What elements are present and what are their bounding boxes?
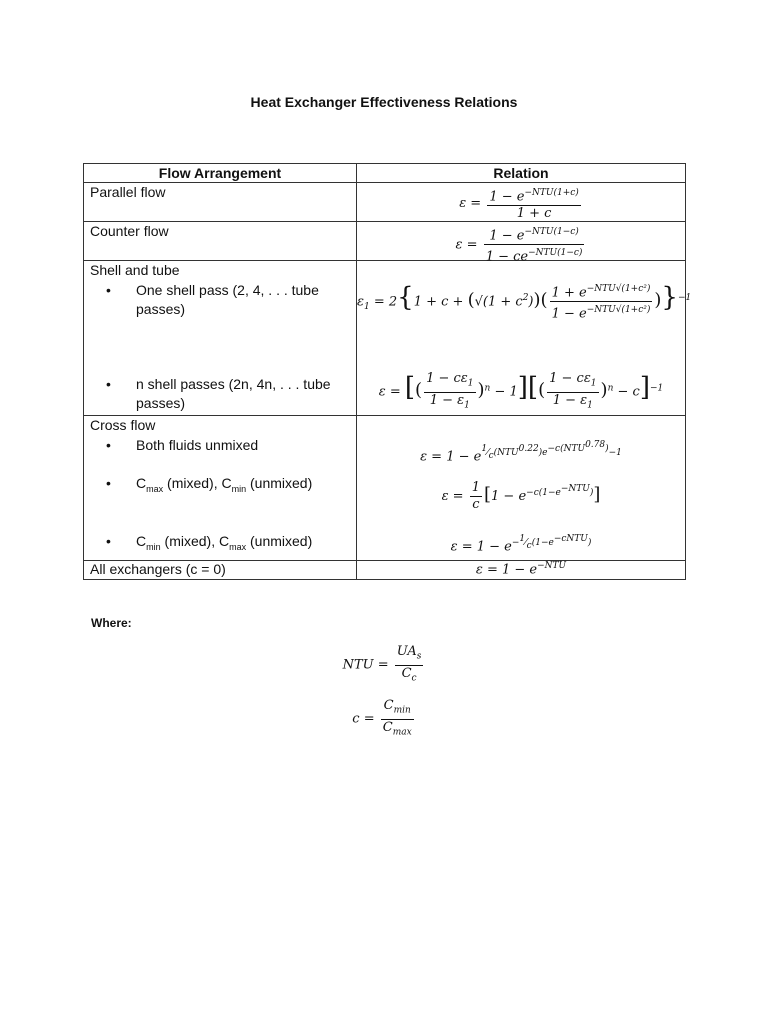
equation-shell-one-pass: $\varepsilon_1 = 2\{1 + c + (√(1 + c^2))$( $\frac{1 + e^{-NTU√(1+c^2)}}{1 - e^{-NTU√(1+c^2)}}$ )}$^{-1}$ xyxy=(357,282,692,322)
effectiveness-table xyxy=(83,163,692,580)
ntu-definition: NTU = $\frac{UA_s}{C_c}$ xyxy=(342,644,422,684)
equation-parallel: ε = $\frac{1 - e^{-NTU(1+c)}}{1 + c}$ xyxy=(357,185,685,222)
table-row xyxy=(84,561,686,580)
row-label-counter: Counter flow xyxy=(90,223,169,239)
list-item: • $C_{max}$ (mixed), $C_{min}$ (unmixed) xyxy=(106,474,346,499)
equation-shell-n-pass: ε = [( $\frac{1 - c\varepsilon_1}{1 - \varepsilon_1}$ )$^n$ − 1][( $\frac{1 - c\varepsilon_1}{1 - \varepsilon_1}$ )$^n$ − c]$^{-1}$ xyxy=(378,371,664,411)
table-row xyxy=(84,183,686,222)
list-item: • One shell pass (2, 4, . . . tube passes) xyxy=(106,281,346,319)
row-label-all: All exchangers (c = 0) xyxy=(90,561,226,577)
header-flow-arrangement: Flow Arrangement xyxy=(84,164,357,183)
page-title: Heat Exchanger Effectiveness Relations xyxy=(250,94,518,110)
list-item: • $C_{min}$ (mixed), $C_{max}$ (unmixed) xyxy=(106,532,346,557)
equation-all: $\varepsilon = 1 - e^{-NTU}$ xyxy=(475,561,567,578)
row-label-parallel: Parallel flow xyxy=(90,184,166,200)
cross-cmax-mixed: $C_{max}$ (mixed), $C_{min}$ (unmixed) xyxy=(136,475,313,494)
cross-unmixed: Both fluids unmixed xyxy=(136,437,259,453)
shell-n-pass: n shell passes (2n, 4n, . . . tube passes) xyxy=(136,376,331,411)
table-header-row xyxy=(84,164,686,183)
table-row xyxy=(84,261,686,416)
where-label: Where: xyxy=(91,616,132,630)
row-label-shell: Shell and tube xyxy=(90,262,180,278)
shell-one-pass: One shell pass (2, 4, . . . tube passes) xyxy=(136,282,319,317)
list-item: • n shell passes (2n, 4n, . . . tube passes) xyxy=(106,375,346,413)
equation-cross-cmax-mixed: ε = $\frac{1}{c}$ $[1 - e^{-c(1-e^{-NTU})}]$ xyxy=(441,480,601,512)
list-item: • Both fluids unmixed xyxy=(106,436,346,455)
equation-cross-cmin-mixed: $\varepsilon = 1 - e^{-^1⁄_c(1-e^{-cNTU})}$ xyxy=(450,534,592,555)
table-row xyxy=(84,416,686,561)
cross-cmin-mixed: $C_{min}$ (mixed), $C_{max}$ (unmixed) xyxy=(136,533,313,552)
c-definition: c = $\frac{C_{min}}{C_{max}}$ xyxy=(352,698,412,738)
equation-cross-unmixed: $\varepsilon = 1 - e^{^1⁄_c(NTU^{0.22})e^{-c(NTU^{0.78})}-1}$ xyxy=(420,440,622,465)
row-label-cross: Cross flow xyxy=(90,417,156,433)
equation-counter: ε = $\frac{1 - e^{-NTU(1-c)}}{1 - ce^{-NTU(1-c)}}$ xyxy=(357,224,685,266)
table-row xyxy=(84,222,686,261)
header-relation: Relation xyxy=(357,164,686,183)
